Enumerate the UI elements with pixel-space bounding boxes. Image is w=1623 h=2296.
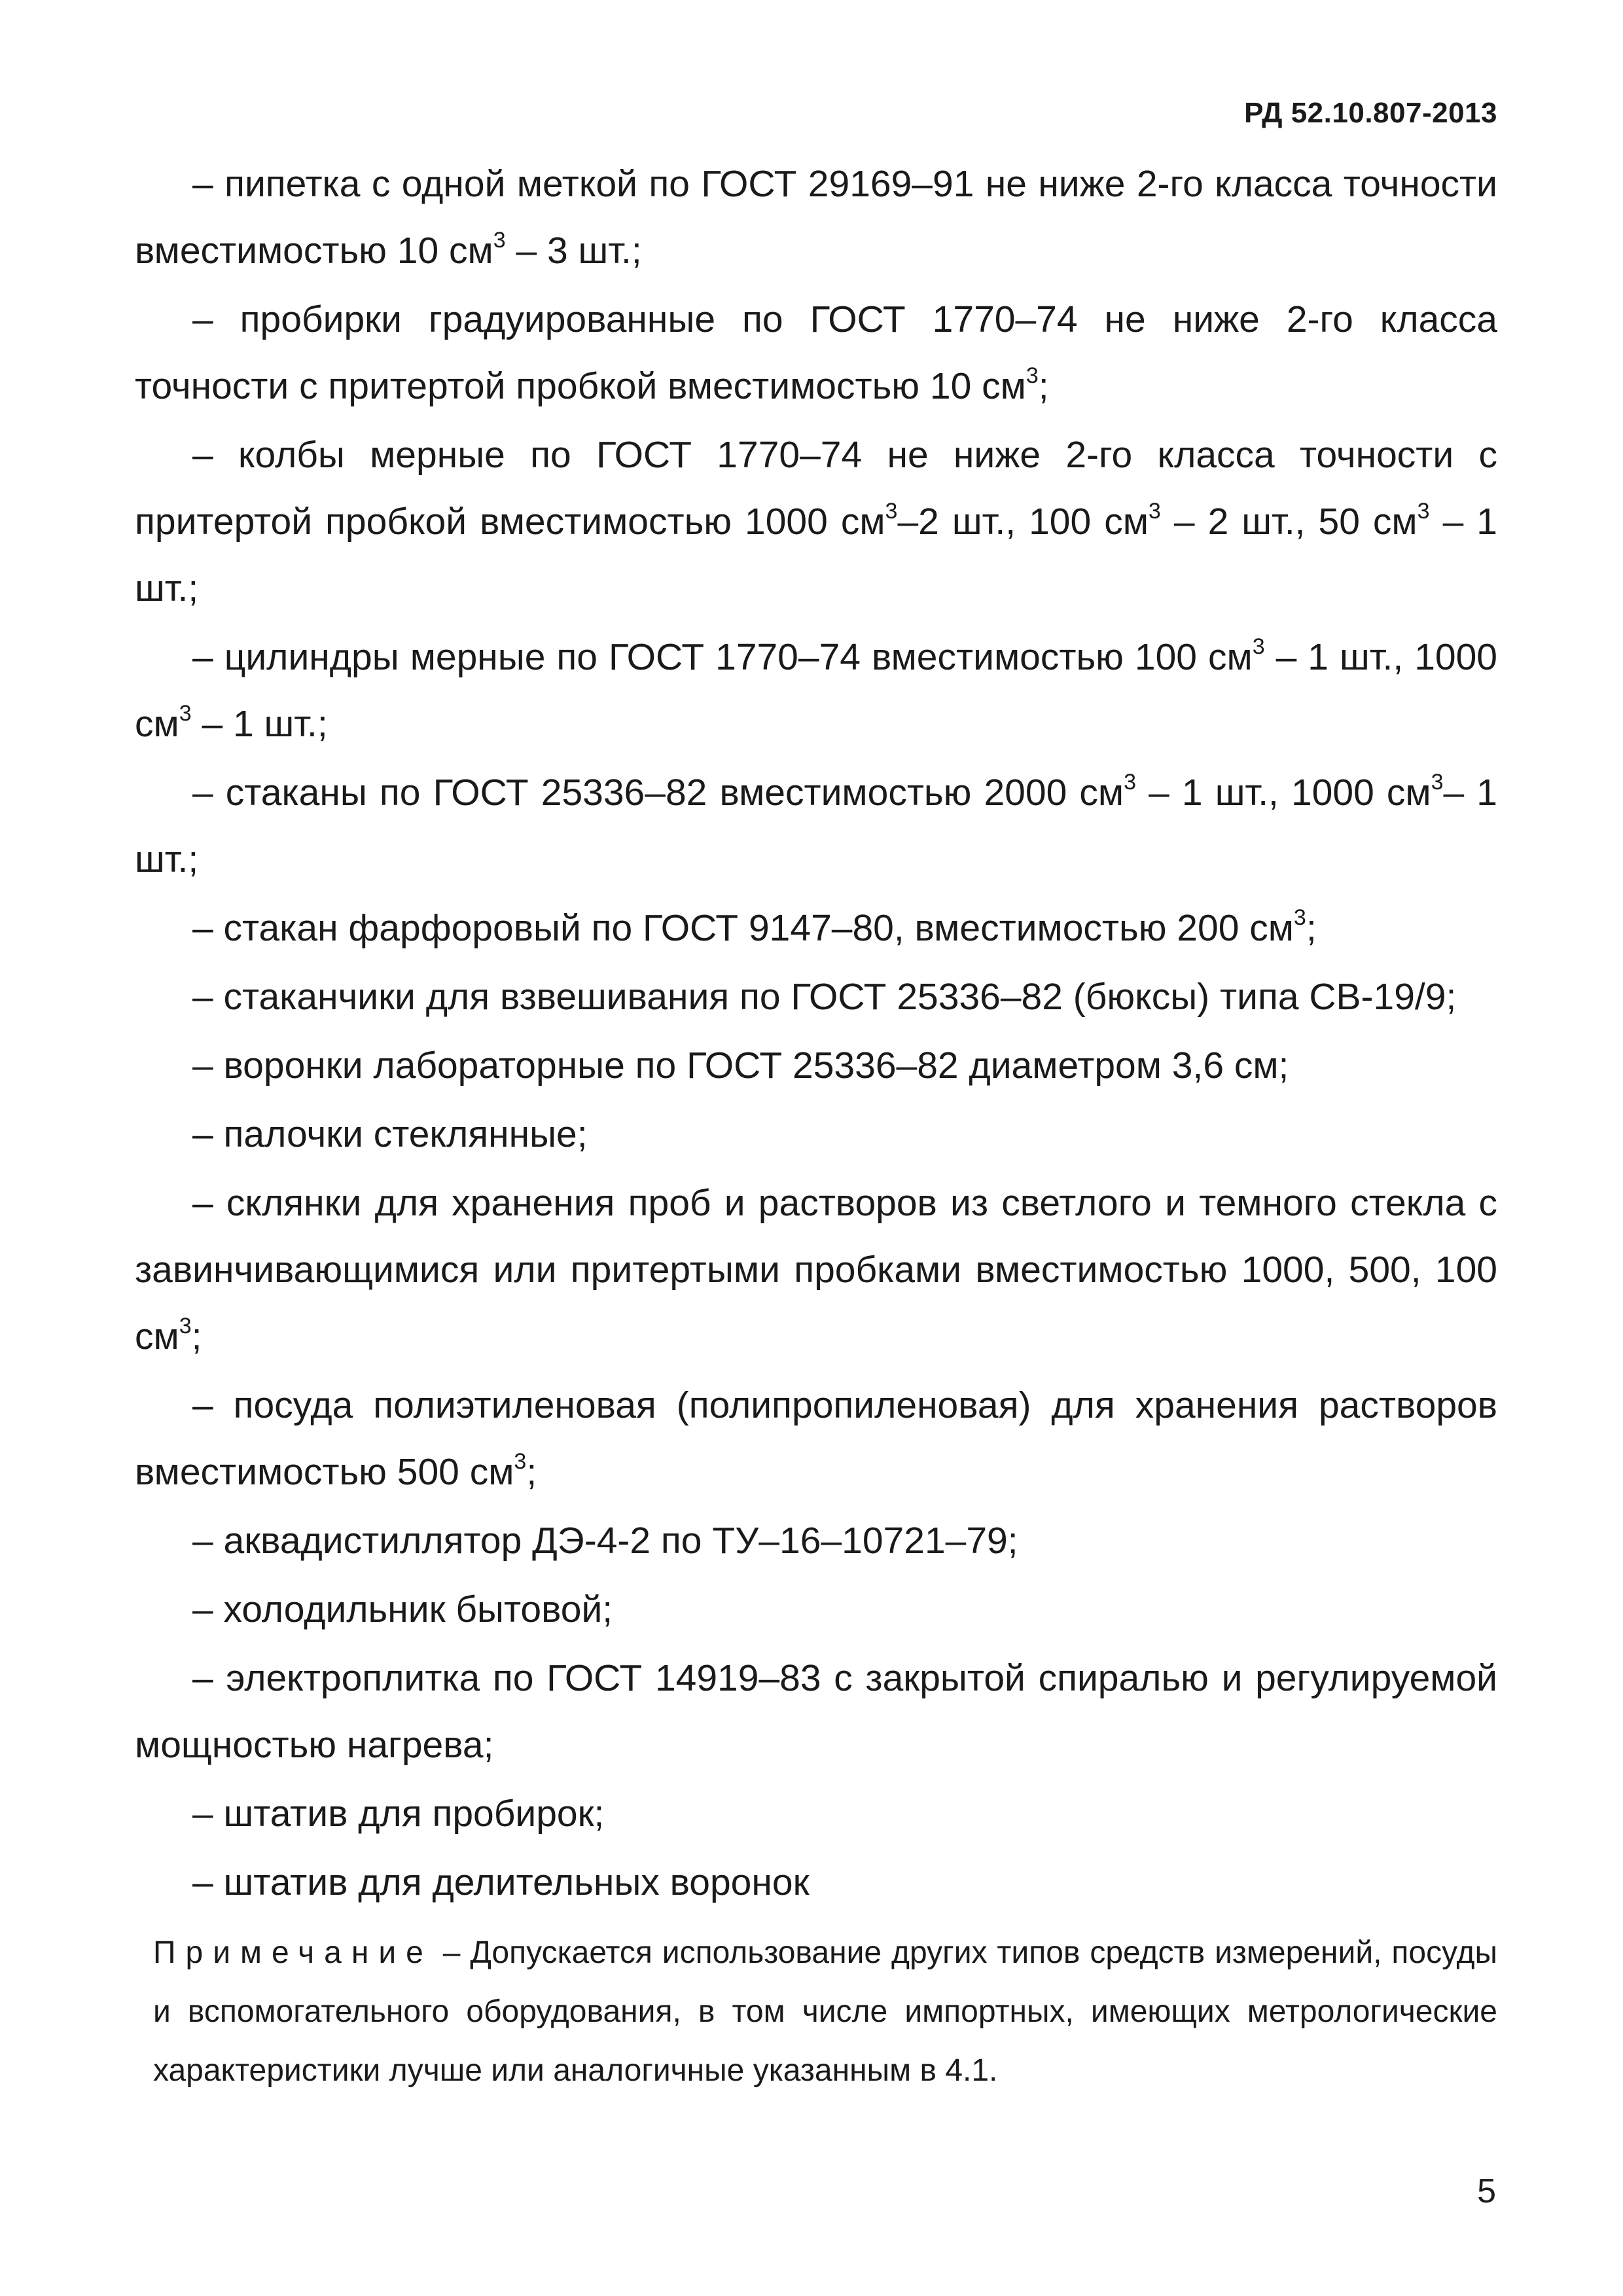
list-item: – воронки лабораторные по ГОСТ 25336–82 диаметром 3,6 см; [192, 1045, 1289, 1086]
list-item: – посуда полиэтиленовая (полипропиленовая) для хранения растворов вместимостью 500 $см^3$; [135, 1384, 1497, 1493]
list-item: – палочки стеклянные; [192, 1113, 588, 1155]
page-number: 5 [1477, 2172, 1496, 2210]
list-item: – штатив для пробирок; [192, 1793, 605, 1835]
list-item: – склянки для хранения проб и растворов из светлого и темного стекла с завинчивающимися или притертыми пробками вместимостью 1000, 500, 100 $см^3$; [135, 1182, 1497, 1357]
document-code: РД 52.10.807-2013 [1244, 97, 1497, 129]
list-item: – стаканчики для взвешивания по ГОСТ 25336–82 (бюксы) типа СВ-19/9; [192, 976, 1457, 1018]
equipment-list [135, 151, 1497, 2132]
list-item: – стаканы по ГОСТ 25336–82 вместимостью 2000 $см^3 - 1$ шт., 1000 $см^3-$ 1 шт.; [135, 770, 1497, 880]
note-label: Примечание [153, 1935, 433, 1970]
list-item: – стакан фарфоровый по ГОСТ 9147–80, вместимостью 200 $см^3$; [192, 905, 1317, 949]
list-item: – пробирки градуированные по ГОСТ 1770–74 не ниже 2-го класса точности с притертой пробкой вместимостью 10 $см^3$; [135, 298, 1497, 407]
list-item: – колбы мерные по ГОСТ 1770–74 не ниже 2-го класса точности с притертой пробкой вместимостью 1000 $см^3-2$ шт., 100 $см^3 - 2$ шт., 50 $см^3 - 1$ шт.; [135, 434, 1497, 609]
list-item: – штатив для делительных воронок [192, 1861, 810, 1903]
list-item: – электроплитка по ГОСТ 14919–83 с закрытой спиралью и регулируемой мощностью нагрева; [135, 1657, 1497, 1766]
note [135, 1924, 1497, 2100]
note-text: – Допускается использование других типов средств измерений, посуды и вспомогательного оборудования, в том числе импортных, имеющих метрологические характеристики лучше или аналогичные указанным в 4.1. [153, 1935, 1497, 2088]
list-item: – пипетка с одной меткой по ГОСТ 29169–91 не ниже 2-го класса точности вместимостью 10 $см^3 - 3$ шт.; [135, 163, 1497, 272]
list-item: – холодильник бытовой; [192, 1588, 613, 1630]
list-item: – цилиндры мерные по ГОСТ 1770–74 вместимостью 100 $см^3 - 1$ шт., 1000 $см^3 - 1$ шт.; [135, 634, 1497, 745]
list-item: – аквадистиллятор ДЭ-4-2 по ТУ–16–10721–79; [192, 1520, 1018, 1562]
